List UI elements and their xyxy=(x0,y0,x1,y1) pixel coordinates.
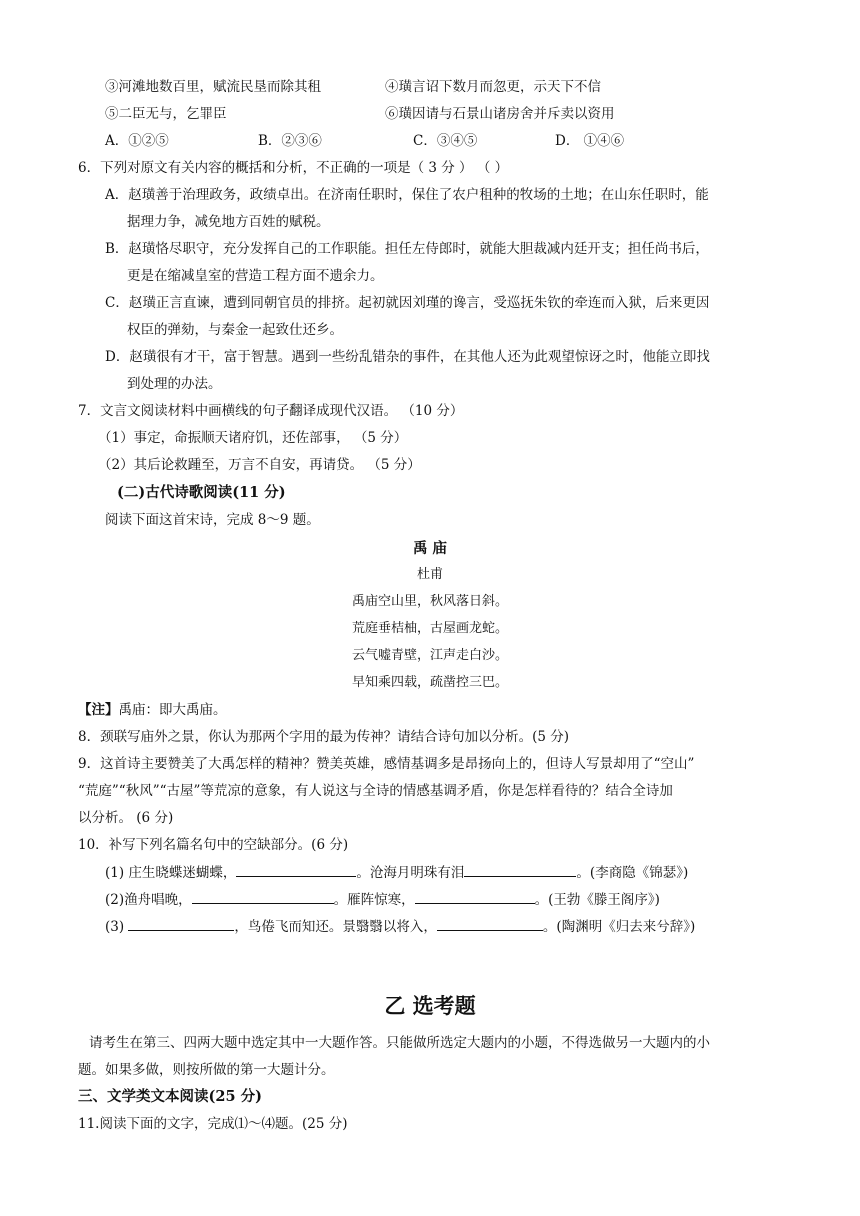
q5-choice-b: B．②③⑥ xyxy=(258,133,322,149)
q5-item-5: ⑤二臣无与，乞罪臣 xyxy=(105,106,227,122)
section-2-intro: 阅读下面这首宋诗，完成 8～9 题。 xyxy=(105,512,320,528)
answer-blank[interactable] xyxy=(128,917,234,931)
q5-choice-c: C．③④⑤ xyxy=(413,133,478,149)
answer-blank[interactable] xyxy=(464,863,576,877)
q10-row-3-text-c: 。(陶渊明《归去来兮辞》) xyxy=(542,919,696,935)
q10-row-1-text-b: 。沧海月明珠有泪 xyxy=(356,865,465,881)
q6-option-c-line2: 权臣的弹劾，与秦金一起致仕还乡。 xyxy=(127,322,343,338)
q6-option-d-line1: D．赵璜很有才干，富于智慧。遇到一些纷乱错杂的事件，在其他人还为此观望惊讶之时，他能立即找 xyxy=(105,349,710,365)
q7-sentence-2: （2）其后论救踵至，万言不自安，再请贷。 （5 分） xyxy=(98,457,421,473)
q6-option-b-line2: 更是在缩减皇室的营造工程方面不遗余力。 xyxy=(127,268,384,284)
q7-stem: 7．文言文阅读材料中画横线的句子翻译成现代汉语。 （10 分） xyxy=(78,403,464,419)
q7-sentence-1: （1）事定，命振顺天诸府饥，还佐部事， （5 分） xyxy=(98,430,408,446)
q6-option-a-line2: 据理力争，减免地方百姓的赋税。 xyxy=(127,214,330,230)
q6-option-b-line1: B．赵璜恪尽职守，充分发挥自己的工作职能。担任左侍郎时，就能大胆裁减内廷开支；担任尚书后， xyxy=(105,241,709,257)
q6-stem: 6．下列对原文有关内容的概括和分析，不正确的一项是（ 3 分 ） （ ） xyxy=(78,160,509,176)
poem-note xyxy=(78,701,227,719)
poem-note-text: 禹庙：即大禹庙。 xyxy=(118,702,227,718)
q10-row-1-text-a: (1) 庄生晓蝶迷蝴蝶， xyxy=(105,865,237,881)
q5-choice-a: A．①②⑤ xyxy=(105,133,169,149)
q10-row-2 xyxy=(105,890,660,909)
answer-blank[interactable] xyxy=(437,917,543,931)
q10-row-3-text-a: (3) xyxy=(105,919,129,935)
answer-blank[interactable] xyxy=(415,890,535,904)
q10-row-1-text-c: 。(李商隐《锦瑟》) xyxy=(576,865,689,881)
q6-option-a-line1: A．赵璜善于治理政务，政绩卓出。在济南任职时，保住了农户租种的牧场的土地；在山东任职时，能 xyxy=(105,187,709,203)
q10-row-1 xyxy=(105,863,688,882)
elective-instruction-line-2: 题。如果多做，则按所做的第一大题计分。 xyxy=(78,1062,335,1078)
poem-line-2: 荒庭垂桔柚，古屋画龙蛇。 xyxy=(351,621,508,636)
poem-line-1: 禹庙空山里，秋风落日斜。 xyxy=(351,594,508,609)
q11-stem: 11.阅读下面的文字，完成⑴～⑷题。(25 分) xyxy=(78,1116,348,1132)
answer-blank[interactable] xyxy=(192,890,334,904)
elective-instruction-line-1: 请考生在第三、四两大题中选定其中一大题作答。只能做所选定大题内的小题，不得选做另一大题内的小 xyxy=(89,1035,710,1051)
section-2-heading: (二)古代诗歌阅读(11 分) xyxy=(117,484,286,501)
q5-item-6: ⑥璜因请与石景山诸房舍并斥卖以资用 xyxy=(385,106,615,122)
q10-row-3 xyxy=(105,917,695,936)
q6-option-c-line1: C．赵璜正言直谏，遭到同朝官员的排挤。起初就因刘瑾的谗言，受巡抚朱钦的牵连而入狱，后来更因 xyxy=(105,295,710,311)
answer-blank[interactable] xyxy=(236,863,356,877)
poem-line-4: 早知乘四载，疏凿控三巴。 xyxy=(351,675,508,690)
q10-row-3-text-b: ，鸟倦飞而知还。景翳翳以将入， xyxy=(234,919,437,935)
q10-row-2-text-b: 。雁阵惊寒， xyxy=(333,892,415,908)
q5-item-3: ③河滩地数百里，赋流民垦而除其租 xyxy=(105,79,321,95)
section-3-heading: 三、文学类文本阅读(25 分) xyxy=(78,1088,262,1105)
poem-line-3: 云气嘘青壁，江声走白沙。 xyxy=(351,648,508,663)
q9-line-1: 9．这首诗主要赞美了大禹怎样的精神？赞美英雄，感情基调多是昂扬向上的，但诗人写景却用了“空山” xyxy=(78,756,695,772)
q5-item-4: ④璜言诏下数月而忽更，示天下不信 xyxy=(385,79,601,95)
q10-stem: 10．补写下列名篇名句中的空缺部分。(6 分) xyxy=(78,837,349,853)
elective-title: 乙 选考题 xyxy=(384,993,476,1018)
q6-option-d-line2: 到处理的办法。 xyxy=(127,376,222,392)
poem-note-label: 【注】 xyxy=(78,702,119,718)
q9-line-2: “荒庭”“秋风”“古屋”等荒凉的意象，有人说这与全诗的情感基调矛盾，你是怎样看待的？结合全诗加 xyxy=(78,783,673,799)
q8-stem: 8．颈联写庙外之景，你认为那两个字用的最为传神？请结合诗句加以分析。(5 分) xyxy=(78,729,570,745)
q9-line-3: 以分析。 (6 分) xyxy=(78,810,174,826)
poem-author: 杜甫 xyxy=(416,567,443,582)
q10-row-2-text-c: 。(王勃《滕王阁序》) xyxy=(534,892,660,908)
poem-title: 禹 庙 xyxy=(412,540,448,557)
q10-row-2-text-a: (2)渔舟唱晚， xyxy=(105,892,192,908)
q5-choice-d: D． ①④⑥ xyxy=(555,133,625,149)
